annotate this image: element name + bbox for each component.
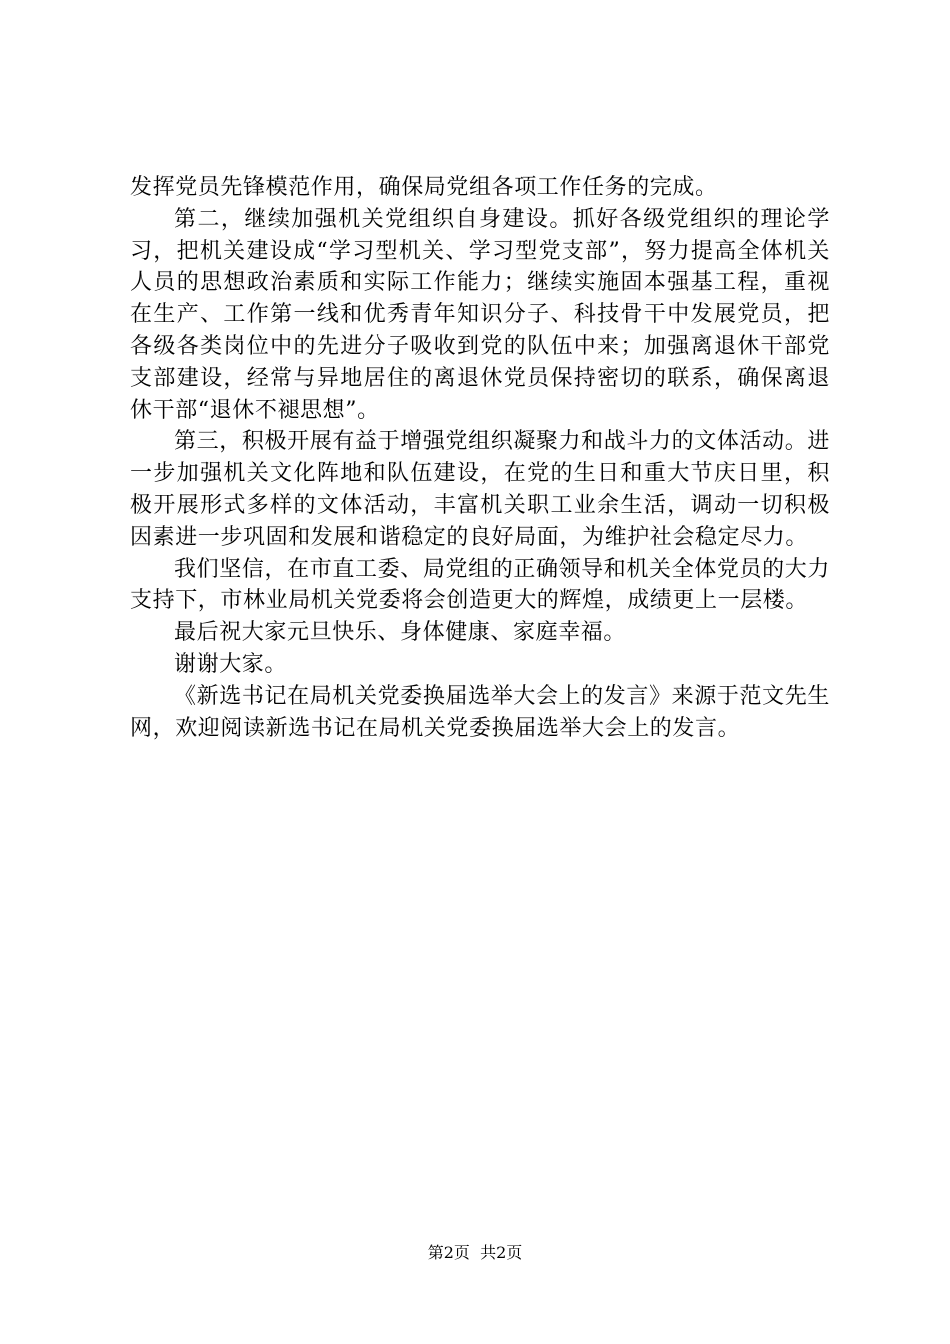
document-body [130,172,830,744]
paragraph-wishes: 最后祝大家元旦快乐、身体健康、家庭幸福。 [174,620,627,646]
paragraph-belief: 我们坚信，在市直工委、局党组的正确领导和机关全体党员的大力支持下，市林业局机关党委将会创造更大的辉煌，成绩更上一层楼。 [130,556,830,614]
paragraph-continuation: 发挥党员先锋模范作用，确保局党组各项工作任务的完成。 [130,175,718,200]
paragraph-third-point: 第三，积极开展有益于增强党组织凝聚力和战斗力的文体活动。进一步加强机关文化阵地和队伍建设，在党的生日和重大节庆日里，积极开展形式多样的文体活动，丰富机关职工业余生活，调动一切积极因素进一步巩固和发展和谐稳定的良好局面，为维护社会稳定尽力。 [130,429,830,550]
paragraph-second-point: 第二，继续加强机关党组织自身建设。抓好各级党组织的理论学习，把机关建设成“学习型机关、学习型党支部”，努力提高全体机关人员的思想政治素质和实际工作能力；继续实施固本强基工程，重视在生产、工作第一线和优秀青年知识分子、科技骨干中发展党员，把各级各类岗位中的先进分子吸收到党的队伍中来；加强离退休干部党支部建设，经常与异地居住的离退休党员保持密切的联系，确保离退休干部“退休不褪思想”。 [130,206,830,423]
paragraph-thanks: 谢谢大家。 [174,651,288,677]
page-number-label: 第2页 共2页 [427,1243,523,1262]
page-footer [0,1243,950,1263]
paragraph-source-note: 《新选书记在局机关党委换届选举大会上的发言》来源于范文先生网，欢迎阅读新选书记在局机关党委换届选举大会上的发言。 [130,683,830,741]
